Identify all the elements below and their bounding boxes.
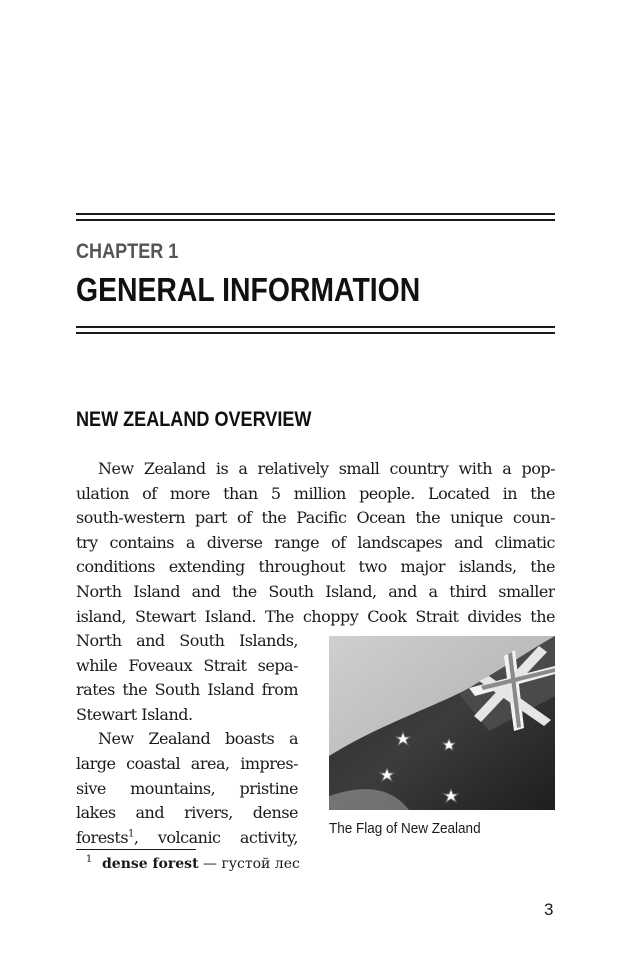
text-line: New Zealand is a relatively small country with a pop- [98,459,555,478]
text-line: Stewart Island. [76,704,193,724]
text-line: sive mountains, pristine [76,778,298,798]
footnote: 1 dense forest — густой лес [85,854,300,872]
chapter-rule-top [76,213,555,221]
text-line: New Zealand boasts a [98,729,298,749]
text-line: North Island and the South Island, and a third smaller [76,581,555,601]
paragraph-overview [76,457,555,629]
footnote-term: dense forest [102,856,199,872]
text-fragment: , volcanic activity, [133,827,298,847]
text-line: large coastal area, impres- [76,753,298,773]
chapter-label: CHAPTER 1 [76,240,179,263]
text-line: North and South Islands, [76,631,298,650]
chapter-title: GENERAL INFORMATION [76,271,421,308]
page-number: 3 [544,900,554,919]
footnote-translation: густой лес [221,856,300,872]
text-line: south-western part of the Pacific Ocean the unique coun- [76,508,555,528]
text-line: ulation of more than 5 million people. Located in the [76,483,555,503]
footnote-separator: — [198,856,222,872]
footnote-marker[interactable]: 1 [128,828,134,840]
flag-illustration [329,636,555,810]
flag-photo [329,636,555,810]
text-line: conditions extending throughout two major islands, the [76,557,555,577]
text-fragment: forests [76,827,129,847]
footnote-divider [76,849,196,850]
text-line: lakes and rivers, dense [76,803,298,823]
paragraph-wrap [76,629,298,850]
text-line: while Foveaux Strait sepa- [76,655,298,675]
section-title: NEW ZEALAND OVERVIEW [76,408,312,431]
text-line: rates the South Island from [76,680,298,700]
text-line: try contains a diverse range of landscapes and climatic [76,532,555,552]
chapter-rule-bottom [76,326,555,334]
text-line [76,826,298,851]
text-line: island, Stewart Island. The choppy Cook Strait divides the [76,606,555,626]
figure-caption: The Flag of New Zealand [329,820,481,837]
